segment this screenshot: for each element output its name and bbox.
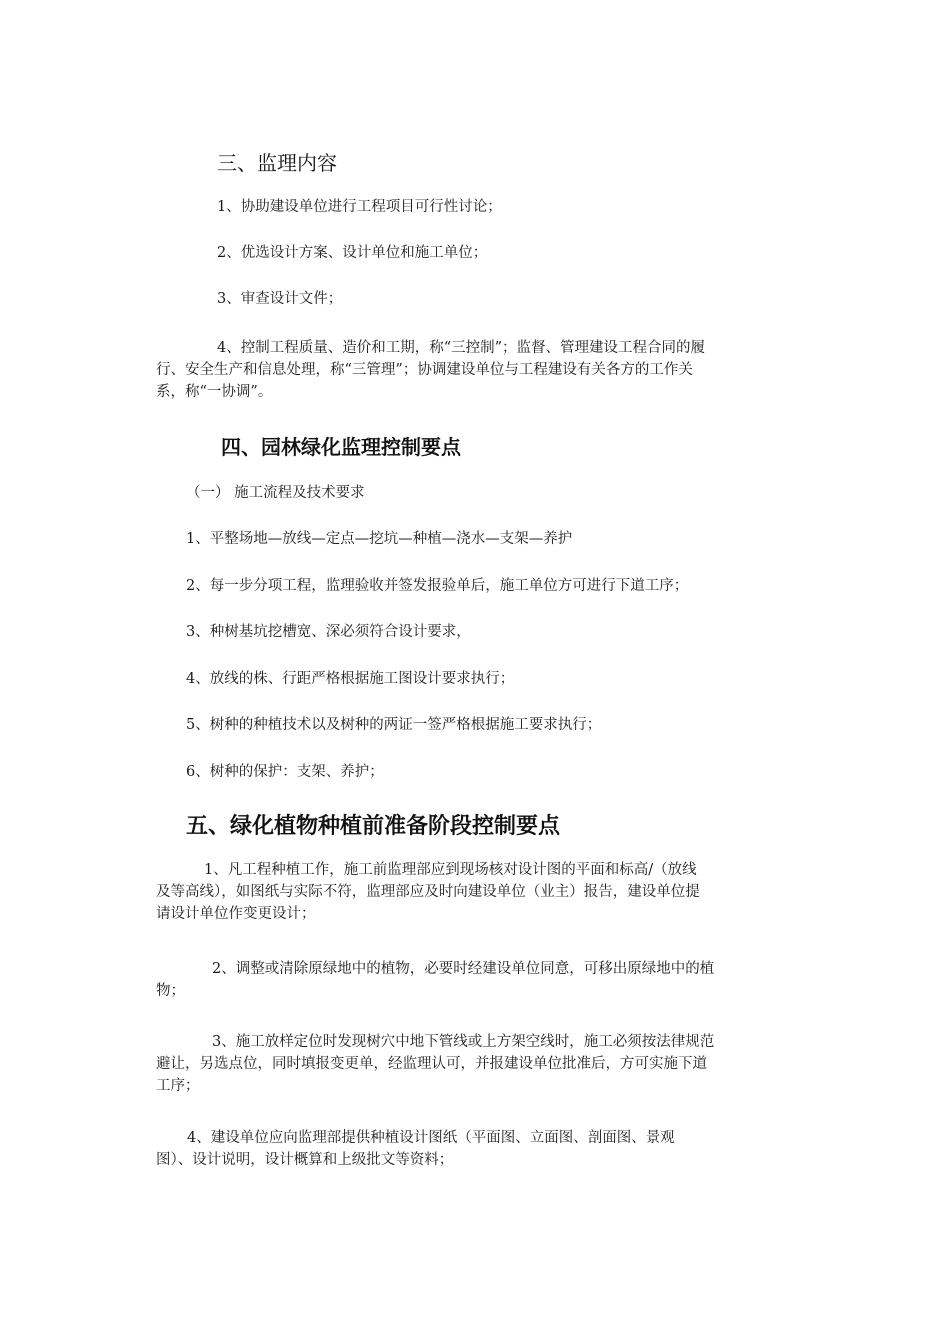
- section-heading-supervision-content: 三、监理内容: [217, 151, 337, 175]
- paragraph-line: 图）、设计说明，设计概算和上级批文等资料；: [156, 1152, 454, 1168]
- list-item: 4、放线的株、行距严格根据施工图设计要求执行；: [186, 671, 515, 687]
- paragraph: [156, 1031, 796, 1097]
- list-item: 2、优选设计方案、设计单位和施工单位；: [217, 245, 488, 261]
- paragraph-line: 4、建设单位应向监理部提供种植设计图纸（平面图、立面图、剖面图、景观: [187, 1130, 675, 1146]
- paragraph: [156, 337, 796, 403]
- section-heading-greening-control-points: 四、园林绿化监理控制要点: [221, 435, 461, 459]
- list-item: 1、平整场地—放线—定点—挖坑—种植—浇水—支架—养护: [186, 531, 573, 547]
- paragraph-line: 系，称“一协调”。: [156, 384, 273, 400]
- paragraph-line: 2、调整或清除原绿地中的植物，必要时经建设单位同意，可移出原绿地中的植: [212, 961, 715, 977]
- paragraph-line: 请设计单位作变更设计；: [156, 906, 316, 922]
- paragraph-line: 及等高线），如图纸与实际不符，监理部应及时向建设单位（业主）报告，建设单位提: [156, 884, 700, 900]
- paragraph-line: 物；: [156, 983, 185, 999]
- list-item: 3、种树基坑挖槽宽、深必须符合设计要求，: [186, 624, 471, 640]
- list-item: 2、每一步分项工程，监理验收并签发报验单后，施工单位方可进行下道工序；: [186, 578, 689, 594]
- paragraph: [156, 859, 796, 925]
- list-item: 5、树种的种植技术以及树种的两证一签严格根据施工要求执行；: [186, 717, 602, 733]
- list-item: 3、审查设计文件；: [217, 291, 343, 307]
- list-item: 6、树种的保护：支架、养护；: [186, 764, 384, 780]
- paragraph: [156, 958, 796, 1002]
- subheading: （一） 施工流程及技术要求: [186, 485, 365, 501]
- paragraph: [156, 1127, 796, 1171]
- paragraph-line: 4、控制工程质量、造价和工期，称“三控制”；监督、管理建设工程合同的履: [217, 340, 706, 356]
- paragraph-line: 3、施工放样定位时发现树穴中地下管线或上方架空线时，施工必须按法律规范: [212, 1034, 715, 1050]
- paragraph-line: 避让，另选点位，同时填报变更单，经监理认可，并报建设单位批准后，方可实施下道: [156, 1056, 707, 1072]
- list-item: 1、协助建设单位进行工程项目可行性讨论；: [217, 199, 502, 215]
- paragraph-line: 行、安全生产和信息处理，称“三管理”；协调建设单位与工程建设有关各方的工作关: [156, 362, 693, 378]
- paragraph-line: 1、凡工程种植工作，施工前监理部应到现场核对设计图的平面和标高/（放线: [204, 862, 697, 878]
- section-heading-pre-planting-control: 五、绿化植物种植前准备阶段控制要点: [186, 814, 561, 839]
- paragraph-line: 工序；: [156, 1078, 200, 1094]
